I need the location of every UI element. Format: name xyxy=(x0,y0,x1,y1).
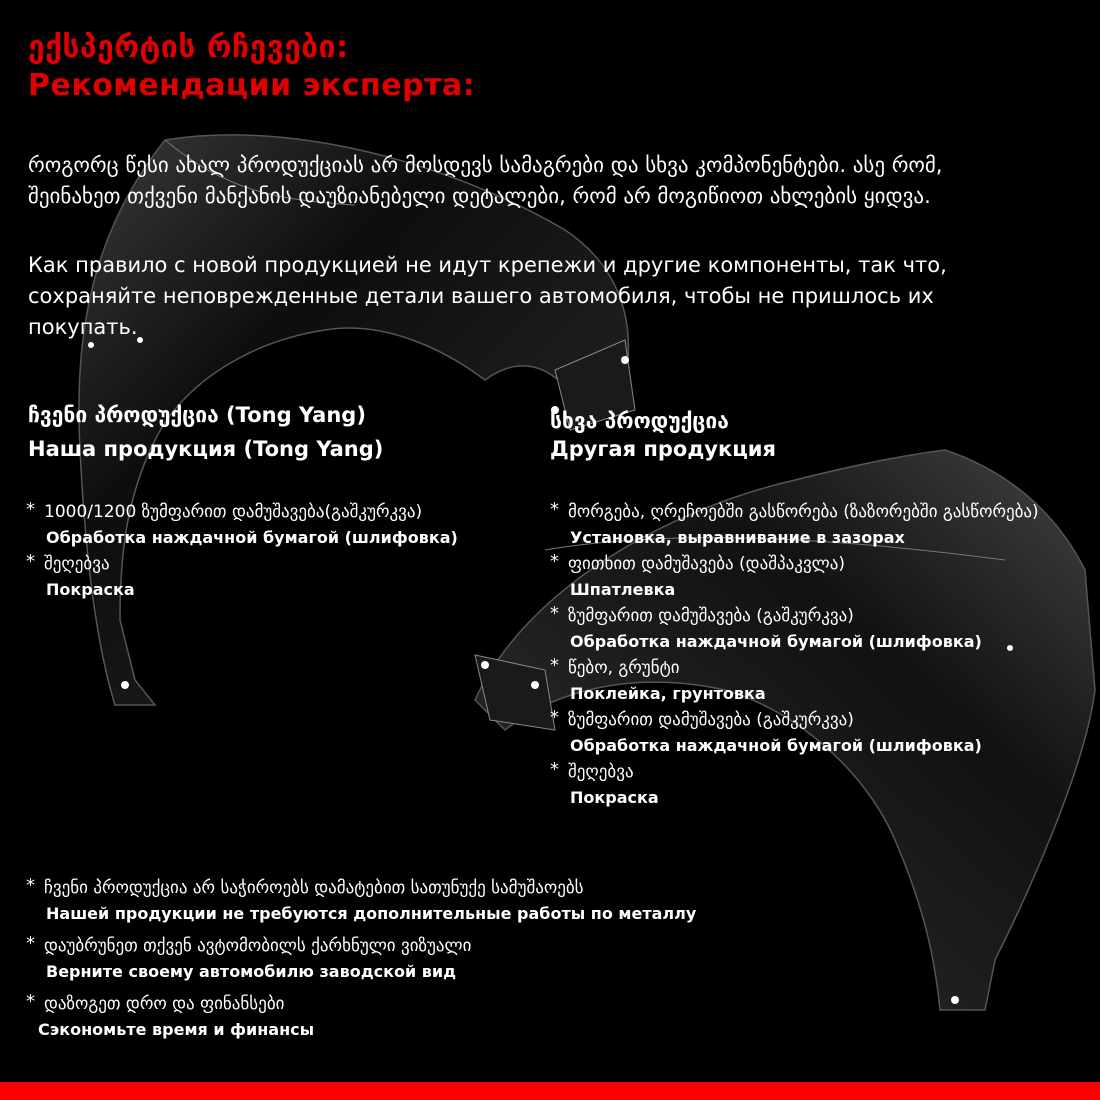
item-georgian: ზუმფარით დამუშავება (გაშკურკვა) xyxy=(568,606,854,626)
bullet-star: * xyxy=(550,707,559,728)
our-products-title-georgian: ჩვენი პროდუქცია (Tong Yang) xyxy=(28,403,366,427)
item-georgian: შეღებვა xyxy=(44,554,110,574)
item-russian: Обработка наждачной бумагой (шлифовка) xyxy=(570,736,982,755)
bullet-star: * xyxy=(26,499,35,520)
bullet-star: * xyxy=(26,551,35,572)
bullet-star: * xyxy=(26,991,35,1012)
list-item xyxy=(550,656,1100,708)
bullet-star: * xyxy=(550,551,559,572)
bullet-star: * xyxy=(550,759,559,780)
list-item xyxy=(550,552,1100,604)
list-item xyxy=(550,500,1100,552)
bullet-star: * xyxy=(550,603,559,624)
item-georgian: ფითხით დამუშავება (დაშპაკვლა) xyxy=(568,554,846,574)
heading-georgian: ექსპერტის რჩევები: xyxy=(28,30,349,65)
list-item xyxy=(26,992,696,1044)
item-russian: Покраска xyxy=(570,788,659,807)
item-georgian: 1000/1200 ზუმფარით დამუშავება(გაშკურკვა) xyxy=(44,502,423,522)
our-products-list xyxy=(26,500,458,604)
other-products-title-georgian: სხვა პროდუქცია xyxy=(550,409,729,433)
item-russian: Поклейка, грунтовка xyxy=(570,684,766,703)
benefit-russian: Нашей продукции не требуются дополнительные работы по металлу xyxy=(46,904,697,923)
our-products-title-russian: Наша продукция (Tong Yang) xyxy=(28,437,384,461)
bullet-star: * xyxy=(550,655,559,676)
intro-georgian: როგორც წესი ახალ პროდუქციას არ მოსდევს სამაგრები და სხვა კომპონენტები. ასე რომ, შეინახეთ თქვენი მანქანის დაუზიანებელი დეტალები, რომ არ მოგიწიოთ ახლების ყიდვა. xyxy=(28,153,943,208)
benefits-list xyxy=(26,876,696,1044)
benefit-georgian: ჩვენი პროდუქცია არ საჭიროებს დამატებით სათუნუქე სამუშაოებს xyxy=(44,878,584,898)
list-item xyxy=(550,760,1100,812)
list-item xyxy=(26,500,458,552)
list-item xyxy=(26,552,458,604)
item-russian: Обработка наждачной бумагой (шлифовка) xyxy=(570,632,982,651)
bullet-star: * xyxy=(26,933,35,954)
item-russian: Покраска xyxy=(46,580,135,599)
list-item xyxy=(26,934,696,986)
item-georgian: მორგება, ღრეჩოებში გასწორება (ზაზორებში გასწორება) xyxy=(568,502,1039,522)
benefit-georgian: დაუბრუნეთ თქვენ ავტომობილს ქარხნული ვიზუალი xyxy=(44,936,472,956)
list-item xyxy=(550,604,1100,656)
item-georgian: ზუმფარით დამუშავება (გაშკურკვა) xyxy=(568,710,854,730)
item-georgian: შეღებვა xyxy=(568,762,634,782)
item-russian: Установка, выравнивание в зазорах xyxy=(570,528,905,547)
heading-russian: Рекомендации эксперта: xyxy=(28,68,476,103)
list-item xyxy=(550,708,1100,760)
list-item xyxy=(26,876,696,928)
benefit-georgian: დაზოგეთ დრო და ფინანსები xyxy=(44,994,285,1014)
benefit-russian: Сэкономьте время и финансы xyxy=(38,1020,315,1039)
benefit-russian: Верните своему автомобилю заводской вид xyxy=(46,962,456,981)
bullet-star: * xyxy=(26,875,35,896)
item-russian: Шпатлевка xyxy=(570,580,676,599)
item-georgian: წებო, გრუნტი xyxy=(568,658,680,678)
intro-russian: Как правило с новой продукцией не идут крепежи и другие компоненты, так что, сохраняйте неповрежденные детали вашего автомобиля, чтобы не пришлось их покупать. xyxy=(28,253,947,339)
other-products-list xyxy=(550,500,1100,812)
footer-red-bar xyxy=(0,1082,1100,1100)
item-russian: Обработка наждачной бумагой (шлифовка) xyxy=(46,528,458,547)
bullet-star: * xyxy=(550,499,559,520)
other-products-title-russian: Другая продукция xyxy=(550,437,776,461)
